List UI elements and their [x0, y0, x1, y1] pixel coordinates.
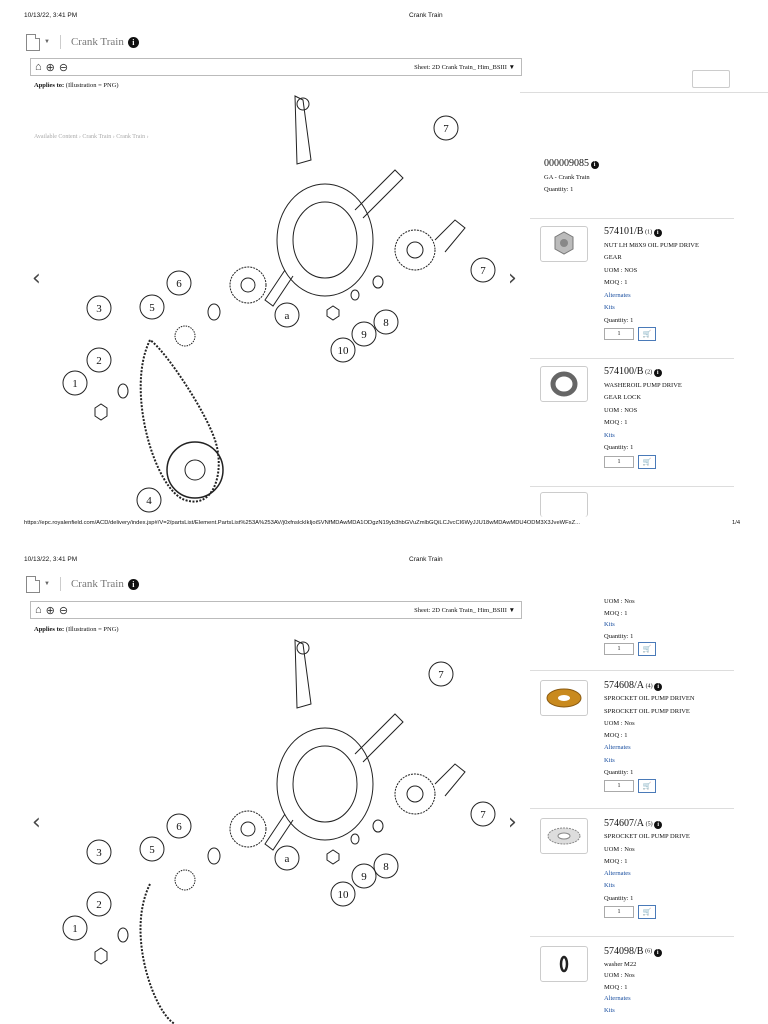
quantity-input[interactable]: 1 — [604, 328, 634, 340]
print-title: Crank Train — [409, 12, 443, 19]
gear — [395, 230, 435, 270]
info-icon[interactable]: i — [128, 579, 139, 590]
part-desc: SPROCKET OIL PUMP DRIVE — [604, 707, 690, 715]
callout-10: 10 — [337, 889, 349, 901]
hex-nut-icon — [541, 227, 587, 261]
zoom-out-icon[interactable]: ⊖ — [58, 61, 69, 74]
info-icon[interactable]: i — [591, 161, 599, 169]
part-thumbnail[interactable] — [540, 946, 588, 982]
app-toolbar — [26, 32, 139, 52]
document-icon[interactable] — [26, 576, 40, 593]
footer-page: 1/4 — [732, 520, 741, 526]
part-item-continued — [604, 596, 656, 656]
divider — [60, 35, 61, 49]
part-number[interactable]: 574101/B — [604, 226, 644, 237]
zoom-in-icon[interactable]: ⊕ — [45, 61, 55, 74]
viewer-toolbar — [30, 58, 522, 76]
part-qty-label: Quantity: 1 — [604, 632, 634, 640]
part-qty-label: Quantity: 1 — [604, 316, 634, 324]
exploded-diagram — [55, 634, 515, 1024]
part-qty-label: Quantity: 1 — [604, 769, 634, 777]
callout-7: 7 — [438, 669, 444, 681]
zoom-out-icon[interactable]: ⊖ — [58, 604, 69, 617]
kits-link[interactable]: Kits — [604, 621, 615, 628]
exploded-diagram — [55, 90, 515, 520]
callout-2: 2 — [96, 355, 102, 367]
applies-to: Applies to: (Illustration = PNG) — [34, 626, 119, 633]
sprocket-icon — [541, 819, 587, 853]
cart-icon[interactable]: 🛒 — [638, 642, 656, 656]
part-thumbnail[interactable] — [540, 492, 588, 517]
callout-10: 10 — [337, 345, 349, 357]
assembly-number[interactable]: 000009085 — [544, 158, 589, 169]
part-item: 574100/B (2) i WASHEROIL PUMP DRIVE GEAR LOCK UOM : NOS MOQ : 1 Kits Quantity: 1 1 🛒 — [604, 366, 682, 469]
assembly-qty: Quantity: 1 — [544, 186, 574, 193]
part-number[interactable]: 574608/A — [604, 680, 644, 691]
part-item: 574607/A (5) i SPROCKET OIL PUMP DRIVE UOM : Nos MOQ : 1 Alternates Kits Quantity: 1 1 🛒 — [604, 818, 690, 919]
callout-a: a — [284, 310, 290, 322]
print-date: 10/13/22, 3:41 PM — [24, 556, 78, 563]
callout-9: 9 — [361, 329, 367, 341]
divider — [60, 577, 61, 591]
part-thumbnail[interactable] — [540, 818, 588, 854]
part-desc: WASHEROIL PUMP DRIVE — [604, 381, 682, 389]
viewer-toolbar — [30, 601, 522, 619]
cart-icon[interactable]: 🛒 — [638, 779, 656, 793]
part-uom: UOM : NOS — [604, 406, 638, 414]
kits-link[interactable]: Kits — [604, 882, 615, 890]
callout-1: 1 — [72, 378, 78, 390]
part-moq: MOQ : 1 — [604, 609, 628, 617]
callout-5: 5 — [149, 302, 155, 314]
alternates-link[interactable]: Alternates — [604, 870, 631, 878]
assembly-header — [544, 158, 599, 197]
alternates-link[interactable]: Alternates — [604, 291, 631, 299]
kits-link[interactable]: Kits — [604, 304, 615, 311]
breadcrumb-item[interactable]: Available Content — [34, 134, 78, 140]
chevron-down-icon[interactable]: ▼ — [44, 581, 50, 587]
part-desc: GEAR — [604, 254, 622, 261]
next-arrow[interactable]: › — [508, 810, 517, 835]
alternates-link[interactable]: Alternates — [604, 744, 631, 752]
washer-ring-icon — [541, 947, 587, 981]
kits-link[interactable]: Kits — [604, 1006, 615, 1014]
part-moq: MOQ : 1 — [604, 732, 628, 740]
callout-1: 1 — [72, 923, 78, 935]
nut — [95, 404, 107, 420]
info-icon[interactable]: i — [654, 821, 662, 829]
breadcrumb-item[interactable]: Crank Train — [116, 134, 146, 140]
quantity-input[interactable]: 1 — [604, 780, 634, 792]
info-icon[interactable]: i — [128, 37, 139, 48]
cart-icon[interactable]: 🛒 — [638, 327, 656, 341]
callout-7b: 7 — [480, 265, 486, 277]
document-icon[interactable] — [26, 34, 40, 51]
info-icon[interactable]: i — [654, 229, 662, 237]
home-icon[interactable]: ⌂ — [35, 604, 42, 616]
part-thumbnail[interactable] — [540, 226, 588, 262]
info-icon[interactable]: i — [654, 683, 662, 691]
applies-to: Applies to: (Illustration = PNG) — [34, 82, 119, 89]
chain — [141, 340, 219, 502]
callout-7: 7 — [443, 123, 449, 135]
part-number[interactable]: 574098/B — [604, 946, 644, 957]
part-thumbnail[interactable] — [540, 366, 588, 402]
callout-3: 3 — [96, 847, 102, 859]
callout-6: 6 — [176, 821, 182, 833]
callout-7b: 7 — [480, 809, 486, 821]
print-title: Crank Train — [409, 556, 443, 563]
info-icon[interactable]: i — [654, 369, 662, 377]
part-moq: MOQ : 1 — [604, 419, 628, 426]
callout-4: 4 — [146, 495, 152, 507]
part-qty-label: Quantity: 1 — [604, 894, 634, 902]
callout-2: 2 — [96, 899, 102, 911]
callout-3: 3 — [96, 303, 102, 315]
chevron-down-icon[interactable]: ▼ — [44, 39, 50, 45]
print-date: 10/13/22, 3:41 PM — [24, 12, 78, 19]
info-icon[interactable]: i — [654, 949, 662, 957]
callout-8: 8 — [383, 317, 389, 329]
breadcrumb-item[interactable]: Crank Train — [82, 134, 112, 140]
part-thumbnail[interactable] — [540, 680, 588, 716]
next-arrow[interactable]: › — [508, 266, 517, 291]
kits-link[interactable]: Kits — [604, 431, 615, 439]
part-uom: UOM : NOS — [604, 266, 638, 274]
kits-link[interactable]: Kits — [604, 756, 615, 764]
part-uom: UOM : Nos — [604, 719, 635, 727]
part-item: 574101/B (1) i NUT LH M8X9 OIL PUMP DRIVE GEAR UOM : NOS MOQ : 1 Alternates Kits Quantity: 1 1 🛒 — [604, 226, 699, 341]
part-uom: UOM : Nos — [604, 598, 635, 605]
part-moq: MOQ : 1 — [604, 983, 628, 991]
part-qty-label: Quantity: 1 — [604, 444, 634, 451]
cart-icon[interactable]: 🛒 — [638, 905, 656, 919]
home-icon[interactable]: ⌂ — [35, 61, 42, 73]
part-desc: NUT LH M8X9 OIL PUMP DRIVE — [604, 241, 699, 249]
breadcrumb: Available Content › Crank Train › Crank Train › — [34, 134, 149, 140]
page-title: Crank Train — [70, 36, 124, 48]
sheet-select[interactable]: Sheet: 2D Crank Train_ Him_BSIII ▼ — [414, 63, 515, 71]
sprocket-gold-icon — [541, 681, 587, 715]
part-moq: MOQ : 1 — [604, 857, 628, 865]
washer-icon — [541, 367, 587, 401]
callout-9: 9 — [361, 871, 367, 883]
panel-toggle[interactable] — [692, 70, 730, 88]
page-title: Crank Train — [70, 578, 124, 590]
part-desc: SPROCKET OIL PUMP DRIVE — [604, 833, 690, 841]
quantity-input[interactable]: 1 — [604, 456, 634, 468]
cart-icon[interactable]: 🛒 — [638, 455, 656, 469]
part-item: 574608/A (4) i SPROCKET OIL PUMP DRIVEN SPROCKET OIL PUMP DRIVE UOM : Nos MOQ : 1 Alternates Kits Quantity: 1 1 🛒 — [604, 680, 695, 793]
callout-6: 6 — [176, 278, 182, 290]
gear — [230, 267, 266, 303]
part-desc: washer M22 — [604, 960, 637, 968]
prev-arrow[interactable]: ‹ — [32, 810, 41, 835]
sheet-select[interactable]: Sheet: 2D Crank Train_ Him_BSIII ▼ — [414, 606, 515, 614]
part-uom: UOM : Nos — [604, 972, 635, 980]
part-number[interactable]: 574607/A — [604, 818, 644, 829]
footer-url: https://epc.royalenfield.com/ACD/delivery/index.jsp#/V=2/partsList/Element.PartsList%253A%253AV/j0xfnslckIkIjoiSVNfMDAwMDA1ODgzN19yb3hbGVuZmlbGQiLCJvcCI6WyJJU18wMDAwMDU4ODM3X3JveWFsZ... — [24, 520, 580, 526]
sprocket — [167, 442, 223, 498]
callout-5: 5 — [149, 844, 155, 856]
quantity-input[interactable]: 1 — [604, 906, 634, 918]
zoom-in-icon[interactable]: ⊕ — [45, 604, 55, 617]
alternates-link[interactable]: Alternates — [604, 995, 631, 1003]
callout-8: 8 — [383, 861, 389, 873]
assembly-desc: GA - Crank Train — [544, 173, 590, 181]
part-moq: MOQ : 1 — [604, 279, 628, 286]
part-number[interactable]: 574100/B — [604, 366, 644, 377]
app-toolbar — [26, 574, 139, 594]
part-uom: UOM : Nos — [604, 845, 635, 853]
part-item: 574098/B (6) i washer M22 UOM : Nos MOQ : 1 Alternates Kits — [604, 946, 662, 1017]
callout-a: a — [284, 853, 290, 865]
part-desc: GEAR LOCK — [604, 394, 642, 401]
part-desc: SPROCKET OIL PUMP DRIVEN — [604, 695, 695, 703]
quantity-input[interactable]: 1 — [604, 643, 634, 655]
prev-arrow[interactable]: ‹ — [32, 266, 41, 291]
